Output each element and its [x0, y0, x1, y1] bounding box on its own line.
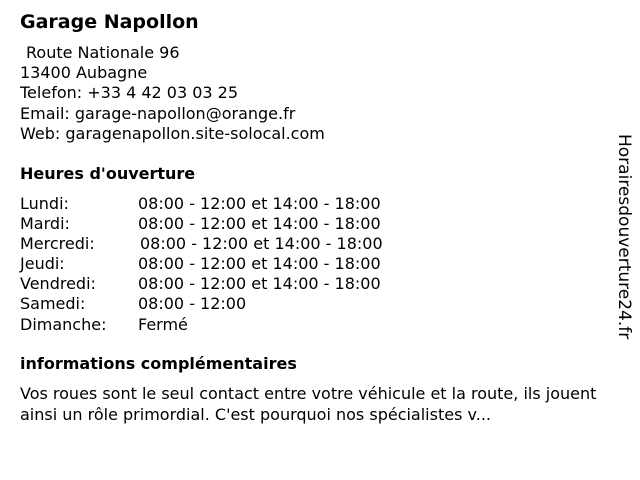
business-name: Garage Napollon [20, 11, 199, 33]
time-value: 08:00 - 12:00 et 14:00 - 18:00 [140, 234, 383, 254]
time-value: 08:00 - 12:00 et 14:00 - 18:00 [138, 194, 381, 213]
day-label: Mercredi: [20, 234, 95, 254]
time-value: 08:00 - 12:00 [138, 294, 247, 314]
day-label: Jeudi: [20, 254, 65, 274]
time-value: Fermé [138, 314, 188, 334]
time-value: 08:00 - 12:00 et 14:00 - 18:00 [138, 214, 381, 234]
day-label: Samedi: [20, 294, 86, 314]
site-watermark: Horairesdouverture24.fr [614, 134, 634, 340]
phone-number: Telefon: +33 4 42 03 03 25 [20, 83, 239, 103]
day-label: Vendredi: [20, 274, 96, 294]
hours-row-monday [20, 194, 440, 214]
email-address: Email: garage-napollon@orange.fr [20, 103, 296, 123]
hours-table [20, 194, 440, 335]
street-address: Route Nationale 96 [26, 43, 180, 62]
time-value: 08:00 - 12:00 et 14:00 - 18:00 [138, 274, 381, 294]
website: Web: garagenapollon.site-solocal.com [20, 123, 325, 143]
contact-block [20, 43, 325, 144]
time-value: 08:00 - 12:00 et 14:00 - 18:00 [138, 254, 381, 274]
city-address: 13400 Aubagne [20, 63, 148, 83]
description-text: Vos roues sont le seul contact entre votre véhicule et la route, ils jouent ainsi un rôle primordial. C'est pourquoi nos spécialistes v... [20, 384, 597, 424]
hours-row-thursday [20, 254, 440, 274]
day-label: Lundi: [20, 194, 69, 213]
hours-heading: Heures d'ouverture [20, 164, 196, 183]
info-heading: informations complémentaires [20, 354, 297, 373]
day-label: Dimanche: [20, 314, 107, 334]
day-label: Mardi: [20, 214, 70, 234]
hours-row-saturday [20, 294, 440, 314]
hours-row-wednesday [20, 234, 440, 254]
hours-row-sunday [20, 315, 440, 335]
hours-row-friday [20, 274, 440, 294]
hours-row-tuesday [20, 214, 440, 234]
